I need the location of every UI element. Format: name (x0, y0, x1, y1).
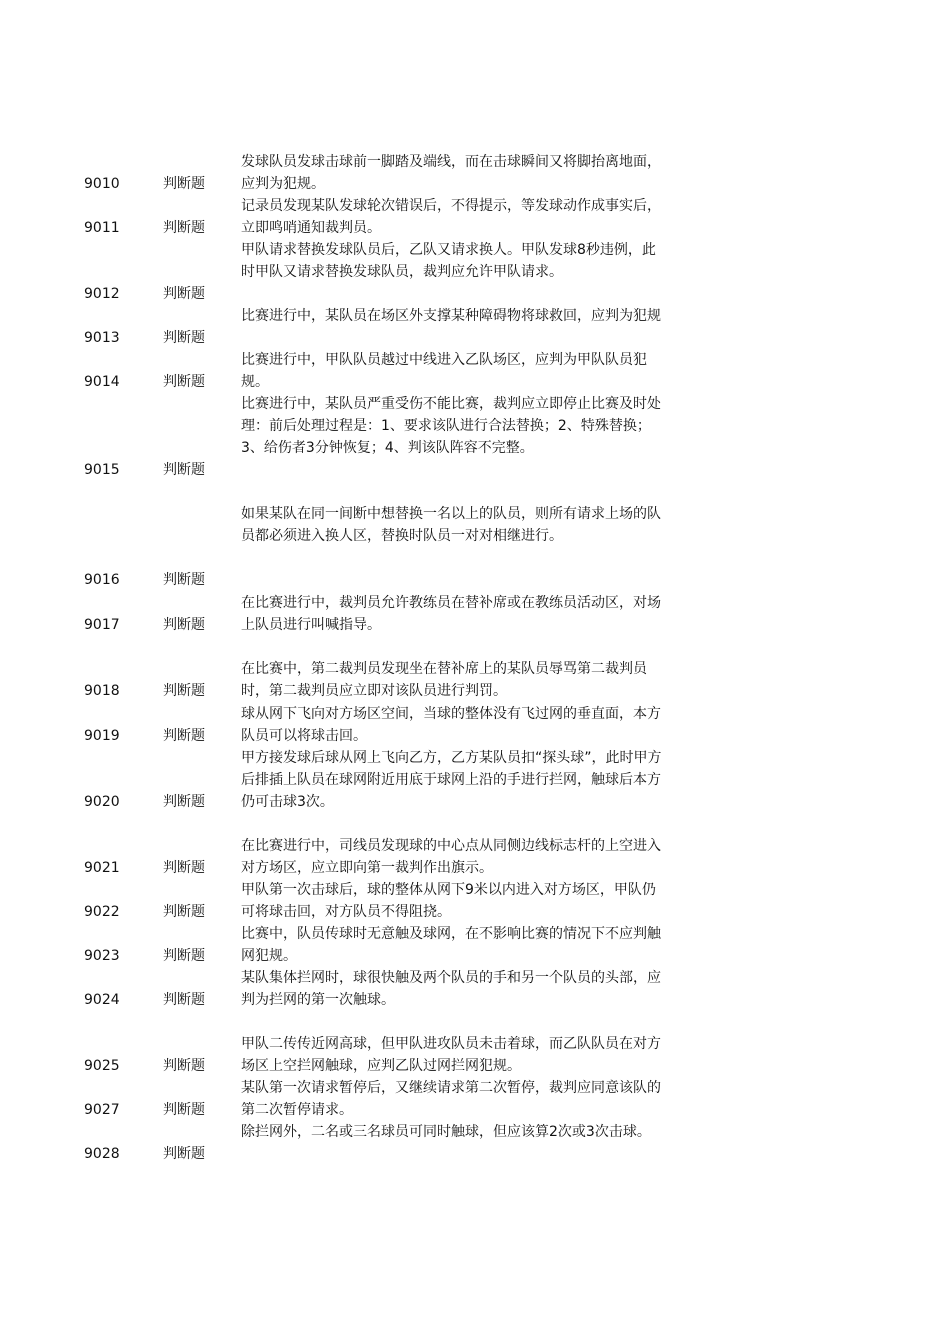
question-id: 9011 (84, 220, 120, 236)
question-text: 甲队请求替换发球队员后，乙队又请求换人。甲队发球8秒违例，此时甲队又请求替换发球队员，裁判应允许甲队请求。 (241, 242, 656, 280)
question-text: 甲方接发球后球从网上飞向乙方，乙方某队员扣“探头球”，此时甲方后排插上队员在球网附近用底于球网上沿的手进行拦网，触球后本方仍可击球3次。 (241, 750, 662, 810)
question-text: 甲队第一次击球后，球的整体从网下9米以内进入对方场区，甲队仍可将球击回，对方队员不得阻挠。 (241, 882, 656, 920)
question-id: 9010 (84, 176, 120, 192)
question-text: 在比赛进行中，裁判员允许教练员在替补席或在教练员活动区，对场上队员进行叫喊指导。 (241, 595, 661, 633)
question-text: 发球队员发球击球前一脚踏及端线，而在击球瞬间又将脚抬离地面，应判为犯规。 (241, 154, 661, 192)
question-text: 比赛进行中，甲队队员越过中线进入乙队场区，应判为甲队队员犯规。 (241, 352, 647, 390)
question-type: 判断题 (163, 374, 205, 390)
question-type: 判断题 (163, 330, 205, 346)
question-text: 比赛中，队员传球时无意触及球网，在不影响比赛的情况下不应判触网犯规。 (241, 926, 661, 964)
question-type: 判断题 (163, 220, 205, 236)
question-type: 判断题 (163, 683, 205, 699)
question-type: 判断题 (163, 1146, 205, 1162)
question-text: 比赛进行中，某队员在场区外支撑某种障碍物将球救回，应判为犯规 (241, 308, 661, 324)
question-id: 9015 (84, 462, 120, 478)
question-type: 判断题 (163, 904, 205, 920)
question-text: 某队集体拦网时，球很快触及两个队员的手和另一个队员的头部，应判为拦网的第一次触球。 (241, 970, 661, 1008)
question-id: 9027 (84, 1102, 120, 1118)
question-id: 9025 (84, 1058, 120, 1074)
question-type: 判断题 (163, 176, 205, 192)
question-type: 判断题 (163, 860, 205, 876)
question-type: 判断题 (163, 1058, 205, 1074)
question-id: 9016 (84, 572, 120, 588)
question-type: 判断题 (163, 992, 205, 1008)
question-id: 9028 (84, 1146, 120, 1162)
question-type: 判断题 (163, 794, 205, 810)
question-type: 判断题 (163, 948, 205, 964)
question-text: 在比赛进行中，司线员发现球的中心点从同侧边线标志杆的上空进入对方场区，应立即向第一裁判作出旗示。 (241, 838, 661, 876)
question-text: 记录员发现某队发球轮次错误后，不得提示，等发球动作成事实后，立即鸣哨通知裁判员。 (241, 198, 661, 236)
question-text: 如果某队在同一间断中想替换一名以上的队员，则所有请求上场的队员都必须进入换人区，替换时队员一对对相继进行。 (241, 506, 661, 544)
question-text: 在比赛中，第二裁判员发现坐在替补席上的某队员辱骂第二裁判员时，第二裁判员应立即对该队员进行判罚。 (241, 661, 647, 699)
question-id: 9019 (84, 728, 120, 744)
question-id: 9017 (84, 617, 120, 633)
question-type: 判断题 (163, 1102, 205, 1118)
question-type: 判断题 (163, 462, 205, 478)
question-id: 9022 (84, 904, 120, 920)
question-id: 9021 (84, 860, 120, 876)
question-type: 判断题 (163, 286, 205, 302)
question-text: 比赛进行中，某队员严重受伤不能比赛，裁判应立即停止比赛及时处理：前后处理过程是：1、要求该队进行合法替换；2、特殊替换；3、给伤者3分钟恢复；4、判该队阵容不完整。 (241, 396, 661, 456)
question-text: 甲队二传传近网高球，但甲队进攻队员未击着球，而乙队队员在对方场区上空拦网触球，应判乙队过网拦网犯规。 (241, 1036, 661, 1074)
question-type: 判断题 (163, 572, 205, 588)
question-id: 9020 (84, 794, 120, 810)
question-id: 9023 (84, 948, 120, 964)
question-type: 判断题 (163, 728, 205, 744)
question-id: 9014 (84, 374, 120, 390)
question-text: 球从网下飞向对方场区空间，当球的整体没有飞过网的垂直面，本方队员可以将球击回。 (241, 706, 661, 744)
question-id: 9013 (84, 330, 120, 346)
question-type: 判断题 (163, 617, 205, 633)
question-id: 9012 (84, 286, 120, 302)
question-id: 9024 (84, 992, 120, 1008)
question-text: 除拦网外，二名或三名球员可同时触球，但应该算2次或3次击球。 (241, 1124, 651, 1140)
question-id: 9018 (84, 683, 120, 699)
question-text: 某队第一次请求暂停后，又继续请求第二次暂停，裁判应同意该队的第二次暂停请求。 (241, 1080, 661, 1118)
